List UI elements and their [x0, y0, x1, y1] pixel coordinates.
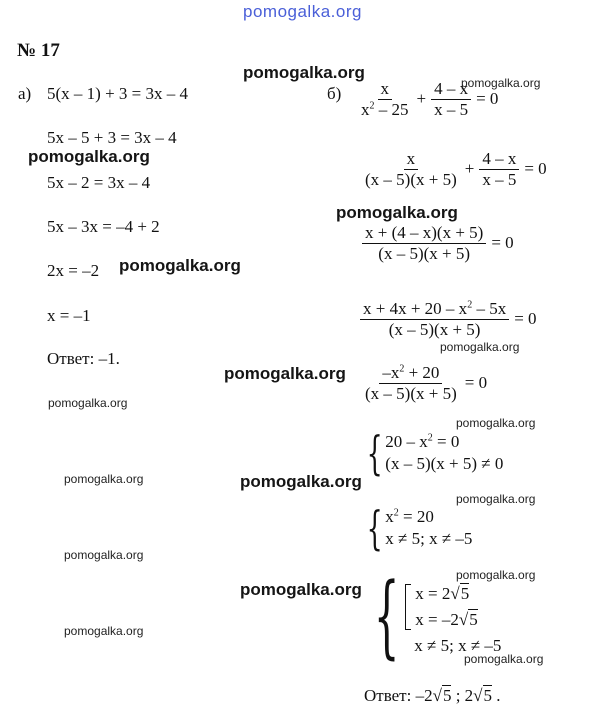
part-b-eq-3: $\frac{x + (4 - x)(x + 5)}{(x - 5)(x + 5)}$ = 0 [362, 224, 514, 263]
watermark: pomogalka.org [224, 364, 346, 383]
part-b-eq-2: $\frac{x}{(x - 5)(x + 5)}$ + $\frac{4 - x}{x - 5}$ = 0 [362, 150, 547, 189]
brace: { [373, 564, 400, 669]
watermark: pomogalka.org [243, 63, 365, 82]
part-a-line-1: 5(x – 1) + 3 = 3x – 4 [47, 84, 188, 103]
watermark: pomogalka.org [336, 203, 458, 222]
watermark: pomogalka.org [119, 256, 241, 275]
part-a-label: а) [18, 84, 32, 103]
watermark: pomogalka.org [456, 568, 536, 582]
fraction: $\frac{x + 4x + 20 - x^2 - 5x}{(x - 5)(x + 5)}$ [360, 300, 509, 339]
part-a-line-4: 5x – 3x = –4 + 2 [47, 217, 160, 236]
system-2: { $x^2 = 20$ x ≠ 5; x ≠ –5 [366, 501, 473, 555]
watermark: pomogalka.org [440, 340, 520, 354]
watermark: pomogalka.org [28, 147, 150, 166]
watermark-top: pomogalka.org [243, 2, 362, 21]
part-b-eq-4: $\frac{x + 4x + 20 - x^2 - 5x}{(x - 5)(x + 5)}$ = 0 [360, 300, 537, 339]
fraction: $\frac{x}{(x - 5)(x + 5)}$ [365, 149, 457, 189]
watermark: pomogalka.org [456, 492, 536, 506]
fraction: $\frac{x + (4 - x)(x + 5)}{(x - 5)(x + 5)}$ [362, 224, 486, 263]
fraction: $\frac{x}{x^2 - 25}$ [361, 79, 409, 119]
part-b-eq-5: $\frac{-x^2 + 20}{(x - 5)(x + 5)}$ = 0 [362, 364, 487, 403]
watermark: pomogalka.org [461, 76, 541, 90]
part-a-line-5: 2x = –2 [47, 261, 100, 280]
part-a-answer: Ответ: –1. [47, 349, 120, 368]
part-a-line-3: 5x – 2 = 3x – 4 [47, 173, 151, 192]
square-bracket-group: x = 2√5 x = –2√5 [405, 584, 501, 630]
task-number: № 17 [17, 40, 60, 61]
brace: { [366, 426, 383, 480]
part-b-eq-1: $\frac{x}{x^2 - 25}$ + $\frac{4 - x}{x - 5}$ = 0 [358, 80, 498, 119]
part-b-label: б) [327, 84, 342, 103]
system-3: { x = 2√5 x = –2√5 x ≠ 5; x ≠ –5 [373, 564, 502, 669]
watermark: pomogalka.org [456, 416, 536, 430]
brace: { [366, 501, 383, 555]
watermark: pomogalka.org [64, 548, 144, 562]
fraction: $\frac{4 - x}{x - 5}$ [431, 80, 471, 119]
watermark: pomogalka.org [64, 472, 144, 486]
part-b-answer: Ответ: –2√5 ; 2√5 . [364, 686, 501, 705]
fraction: $\frac{4 - x}{x - 5}$ [479, 150, 519, 189]
system-1: { $20 - x^2 = 0$ (x – 5)(x + 5) ≠ 0 [366, 426, 504, 480]
fraction: $\frac{-x^2 + 20}{(x - 5)(x + 5)}$ [365, 363, 457, 403]
watermark: pomogalka.org [464, 652, 544, 666]
watermark: pomogalka.org [240, 472, 362, 491]
watermark: pomogalka.org [48, 396, 128, 410]
watermark: pomogalka.org [240, 580, 362, 599]
part-a-line-2: 5x – 5 + 3 = 3x – 4 [47, 128, 177, 147]
square-bracket [405, 584, 411, 630]
part-a-line-6: x = –1 [47, 306, 91, 325]
watermark: pomogalka.org [64, 624, 144, 638]
